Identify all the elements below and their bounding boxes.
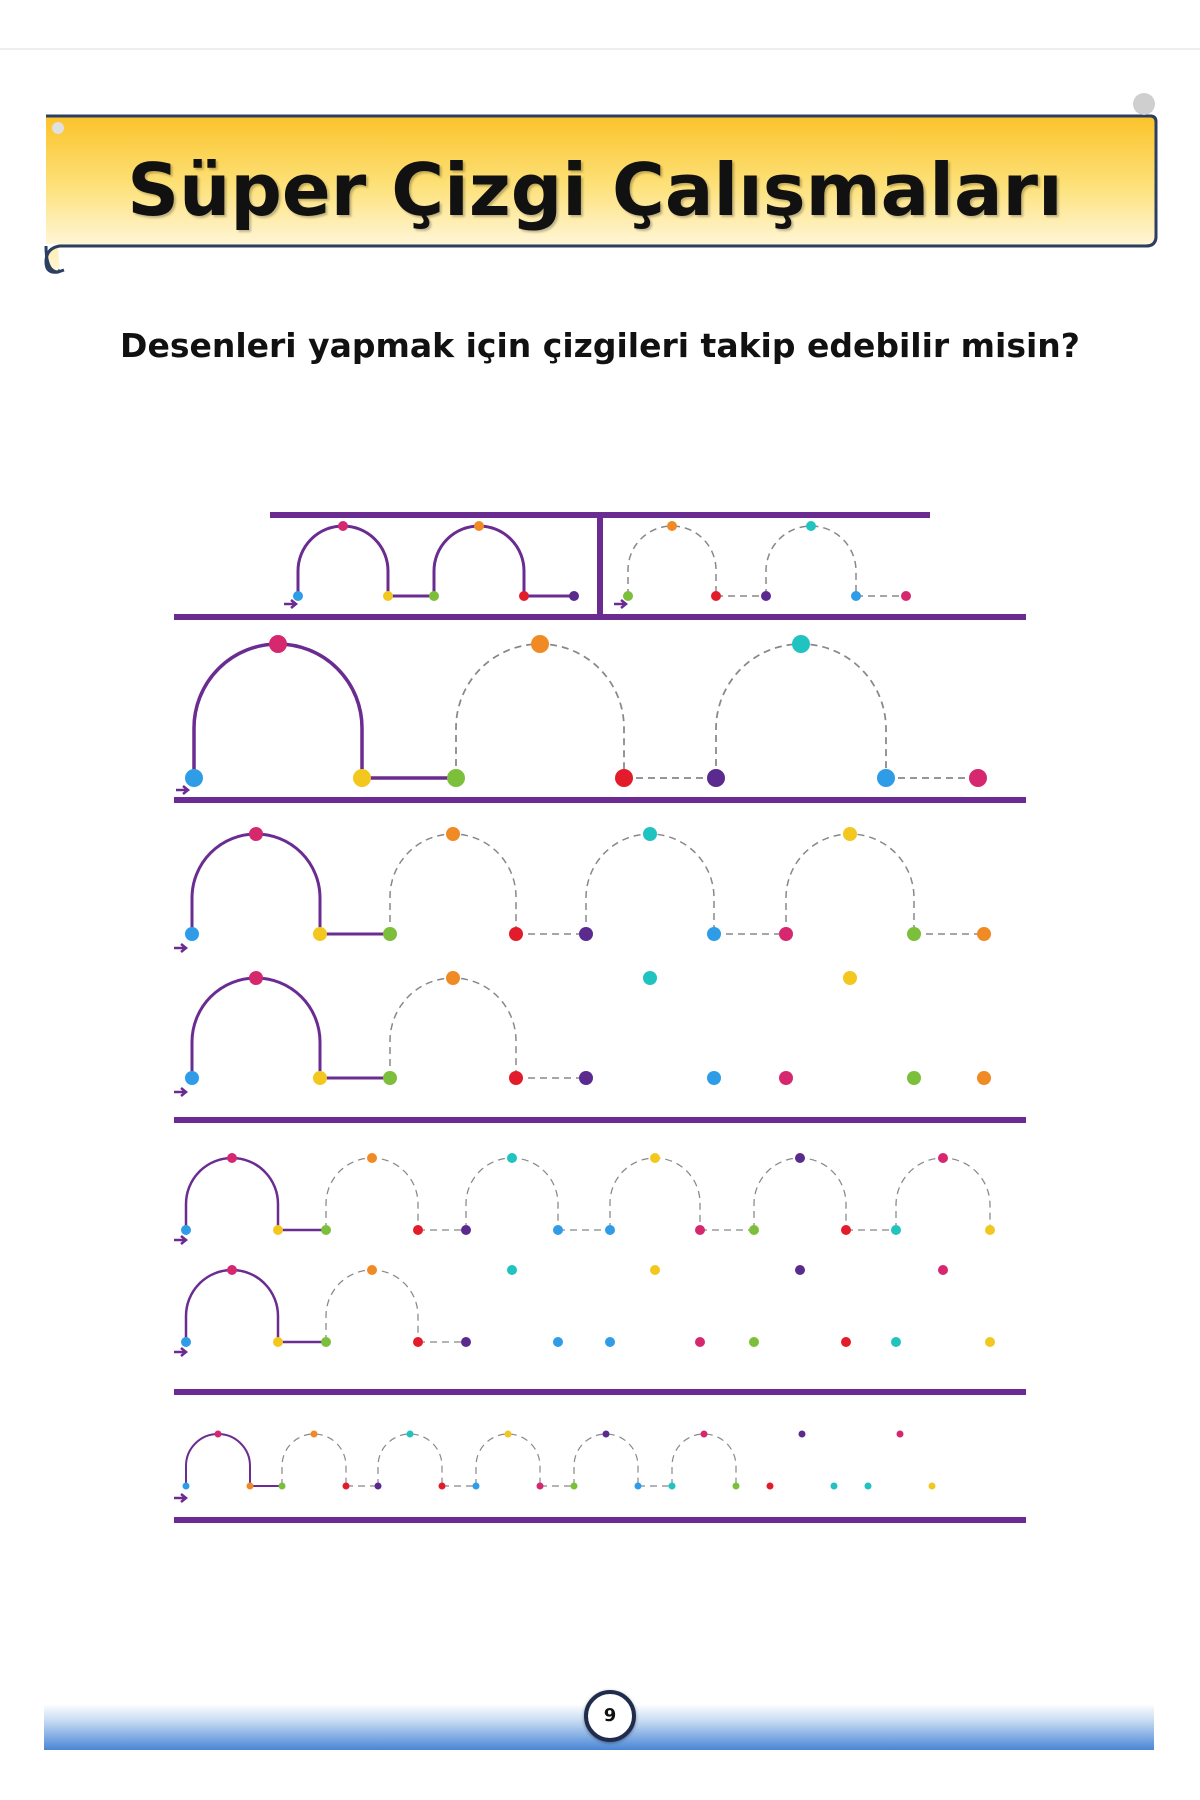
dashed-arc bbox=[896, 1158, 990, 1230]
dashed-arc bbox=[574, 1434, 638, 1486]
tracing-dot bbox=[707, 927, 721, 941]
tracing-dot bbox=[977, 1071, 991, 1085]
page-title: Süper Çizgi Çalışmaları bbox=[127, 148, 1063, 232]
tracing-dot bbox=[615, 769, 633, 787]
tracing-dot bbox=[353, 769, 371, 787]
tracing-dots bbox=[181, 521, 995, 1490]
tracing-dot bbox=[293, 591, 303, 601]
tracing-dot bbox=[343, 1483, 350, 1490]
tracing-dot bbox=[367, 1265, 377, 1275]
tracing-dot bbox=[707, 1071, 721, 1085]
tracing-dot bbox=[877, 769, 895, 787]
traced-arc bbox=[434, 526, 524, 596]
tracing-dot bbox=[338, 521, 348, 531]
tracing-dot bbox=[605, 1225, 615, 1235]
tracing-dot bbox=[643, 971, 657, 985]
tracing-dot bbox=[779, 1071, 793, 1085]
dashed-arc bbox=[672, 1434, 736, 1486]
tracing-dot bbox=[891, 1225, 901, 1235]
tracing-dot bbox=[507, 1265, 517, 1275]
tracing-dot bbox=[792, 635, 810, 653]
tracing-dot bbox=[311, 1431, 318, 1438]
tracing-dot bbox=[519, 591, 529, 601]
tracing-dot bbox=[695, 1225, 705, 1235]
tracing-dot bbox=[313, 927, 327, 941]
start-arrow-icon bbox=[174, 1494, 186, 1502]
tracing-dot bbox=[643, 827, 657, 841]
tracing-dot bbox=[843, 827, 857, 841]
tracing-dot bbox=[553, 1225, 563, 1235]
tracing-dot bbox=[507, 1153, 517, 1163]
tracing-dot bbox=[779, 927, 793, 941]
tracing-dot bbox=[413, 1337, 423, 1347]
tracing-dot bbox=[185, 927, 199, 941]
tracing-dot bbox=[269, 635, 287, 653]
tracing-dot bbox=[650, 1265, 660, 1275]
tracing-dot bbox=[701, 1431, 708, 1438]
tracing-dot bbox=[249, 971, 263, 985]
tracing-dot bbox=[938, 1153, 948, 1163]
tracing-dot bbox=[553, 1337, 563, 1347]
tracing-dot bbox=[969, 769, 987, 787]
dashed-arc bbox=[786, 834, 914, 934]
tracing-dot bbox=[273, 1337, 283, 1347]
tracing-dot bbox=[474, 521, 484, 531]
tracing-dot bbox=[447, 769, 465, 787]
traced-arc bbox=[186, 1158, 278, 1230]
tracing-dot bbox=[383, 1071, 397, 1085]
tracing-dot bbox=[181, 1337, 191, 1347]
tracing-dot bbox=[183, 1483, 190, 1490]
tracing-dot bbox=[977, 927, 991, 941]
tracing-dot bbox=[247, 1483, 254, 1490]
tracing-dot bbox=[505, 1431, 512, 1438]
tracing-dot bbox=[579, 927, 593, 941]
dashed-arc bbox=[610, 1158, 700, 1230]
tracing-dot bbox=[799, 1431, 806, 1438]
tracing-dot bbox=[383, 591, 393, 601]
tracing-dot bbox=[707, 769, 725, 787]
tracing-dot bbox=[375, 1483, 382, 1490]
start-arrow-icon bbox=[174, 1236, 186, 1244]
guide-lines bbox=[174, 515, 1026, 1520]
dashed-arc bbox=[754, 1158, 846, 1230]
tracing-dot bbox=[321, 1225, 331, 1235]
tracing-dot bbox=[831, 1483, 838, 1490]
tracing-dot bbox=[711, 591, 721, 601]
dashed-arc bbox=[456, 644, 624, 778]
tracing-dot bbox=[249, 827, 263, 841]
tracing-dot bbox=[537, 1483, 544, 1490]
traced-arc bbox=[194, 644, 362, 778]
tracing-arcs bbox=[186, 526, 990, 1486]
tracing-dot bbox=[446, 971, 460, 985]
tracing-dot bbox=[795, 1265, 805, 1275]
tracing-dot bbox=[841, 1337, 851, 1347]
tracing-dot bbox=[407, 1431, 414, 1438]
tracing-dot bbox=[749, 1225, 759, 1235]
tracing-dot bbox=[383, 927, 397, 941]
tracing-dot bbox=[473, 1483, 480, 1490]
tracing-dot bbox=[215, 1431, 222, 1438]
tracing-dot bbox=[439, 1483, 446, 1490]
dashed-arc bbox=[282, 1434, 346, 1486]
start-arrow-icon bbox=[614, 600, 626, 608]
tracing-dot bbox=[851, 591, 861, 601]
tracing-dot bbox=[897, 1431, 904, 1438]
start-arrow-icon bbox=[284, 600, 296, 608]
tracing-dot bbox=[531, 635, 549, 653]
tracing-dot bbox=[938, 1265, 948, 1275]
tracing-dot bbox=[650, 1153, 660, 1163]
tracing-dot bbox=[929, 1483, 936, 1490]
traced-arc bbox=[186, 1434, 250, 1486]
dashed-arc bbox=[766, 526, 856, 596]
tracing-dot bbox=[623, 591, 633, 601]
dashed-arc bbox=[326, 1270, 418, 1342]
tracing-dot bbox=[843, 971, 857, 985]
start-arrow-icon bbox=[174, 944, 186, 952]
tracing-dot bbox=[429, 591, 439, 601]
dashed-arc bbox=[476, 1434, 540, 1486]
tracing-dot bbox=[635, 1483, 642, 1490]
tracing-dot bbox=[569, 591, 579, 601]
tracing-dot bbox=[181, 1225, 191, 1235]
tracing-dot bbox=[841, 1225, 851, 1235]
tracing-dot bbox=[509, 927, 523, 941]
tracing-dot bbox=[461, 1337, 471, 1347]
tracing-dot bbox=[767, 1483, 774, 1490]
tracing-dot bbox=[985, 1225, 995, 1235]
tracing-dot bbox=[907, 927, 921, 941]
dashed-arc bbox=[628, 526, 716, 596]
tracing-dot bbox=[571, 1483, 578, 1490]
tracing-dot bbox=[985, 1337, 995, 1347]
tracing-dot bbox=[227, 1153, 237, 1163]
tracing-dot bbox=[509, 1071, 523, 1085]
tracing-dot bbox=[321, 1337, 331, 1347]
dashed-arc bbox=[586, 834, 714, 934]
tracing-dot bbox=[865, 1483, 872, 1490]
tracing-dot bbox=[806, 521, 816, 531]
tracing-dot bbox=[367, 1153, 377, 1163]
tracing-dot bbox=[279, 1483, 286, 1490]
dashed-arc bbox=[716, 644, 886, 778]
tracing-dot bbox=[461, 1225, 471, 1235]
tracing-dot bbox=[273, 1225, 283, 1235]
start-arrow-icon bbox=[174, 1088, 186, 1096]
traced-arc bbox=[298, 526, 388, 596]
start-arrow-icon bbox=[174, 600, 626, 1502]
tracing-dot bbox=[185, 1071, 199, 1085]
tracing-dot bbox=[667, 521, 677, 531]
tracing-dot bbox=[907, 1071, 921, 1085]
instruction-text: Desenleri yapmak için çizgileri takip edebilir misin? bbox=[120, 326, 1080, 365]
dashed-arc bbox=[466, 1158, 558, 1230]
tracing-dot bbox=[605, 1337, 615, 1347]
traced-arc bbox=[192, 978, 320, 1078]
tracing-dot bbox=[795, 1153, 805, 1163]
tracing-dot bbox=[695, 1337, 705, 1347]
tracing-dot bbox=[761, 591, 771, 601]
dashed-arc bbox=[326, 1158, 418, 1230]
dashed-arc bbox=[378, 1434, 442, 1486]
traced-arc bbox=[192, 834, 320, 934]
tracing-dot bbox=[446, 827, 460, 841]
tracing-dot bbox=[313, 1071, 327, 1085]
tracing-dot bbox=[227, 1265, 237, 1275]
tracing-dot bbox=[603, 1431, 610, 1438]
tracing-dot bbox=[891, 1337, 901, 1347]
traced-arc bbox=[186, 1270, 278, 1342]
tracing-dot bbox=[669, 1483, 676, 1490]
tracing-dot bbox=[579, 1071, 593, 1085]
tracing-dot bbox=[901, 591, 911, 601]
tracing-dot bbox=[185, 769, 203, 787]
tracing-dot bbox=[413, 1225, 423, 1235]
tracing-dot bbox=[749, 1337, 759, 1347]
start-arrow-icon bbox=[176, 786, 188, 794]
tracing-dot bbox=[733, 1483, 740, 1490]
dashed-arc bbox=[390, 834, 516, 934]
start-arrow-icon bbox=[174, 1348, 186, 1356]
dashed-arc bbox=[390, 978, 516, 1078]
page-number: 9 bbox=[584, 1690, 636, 1742]
